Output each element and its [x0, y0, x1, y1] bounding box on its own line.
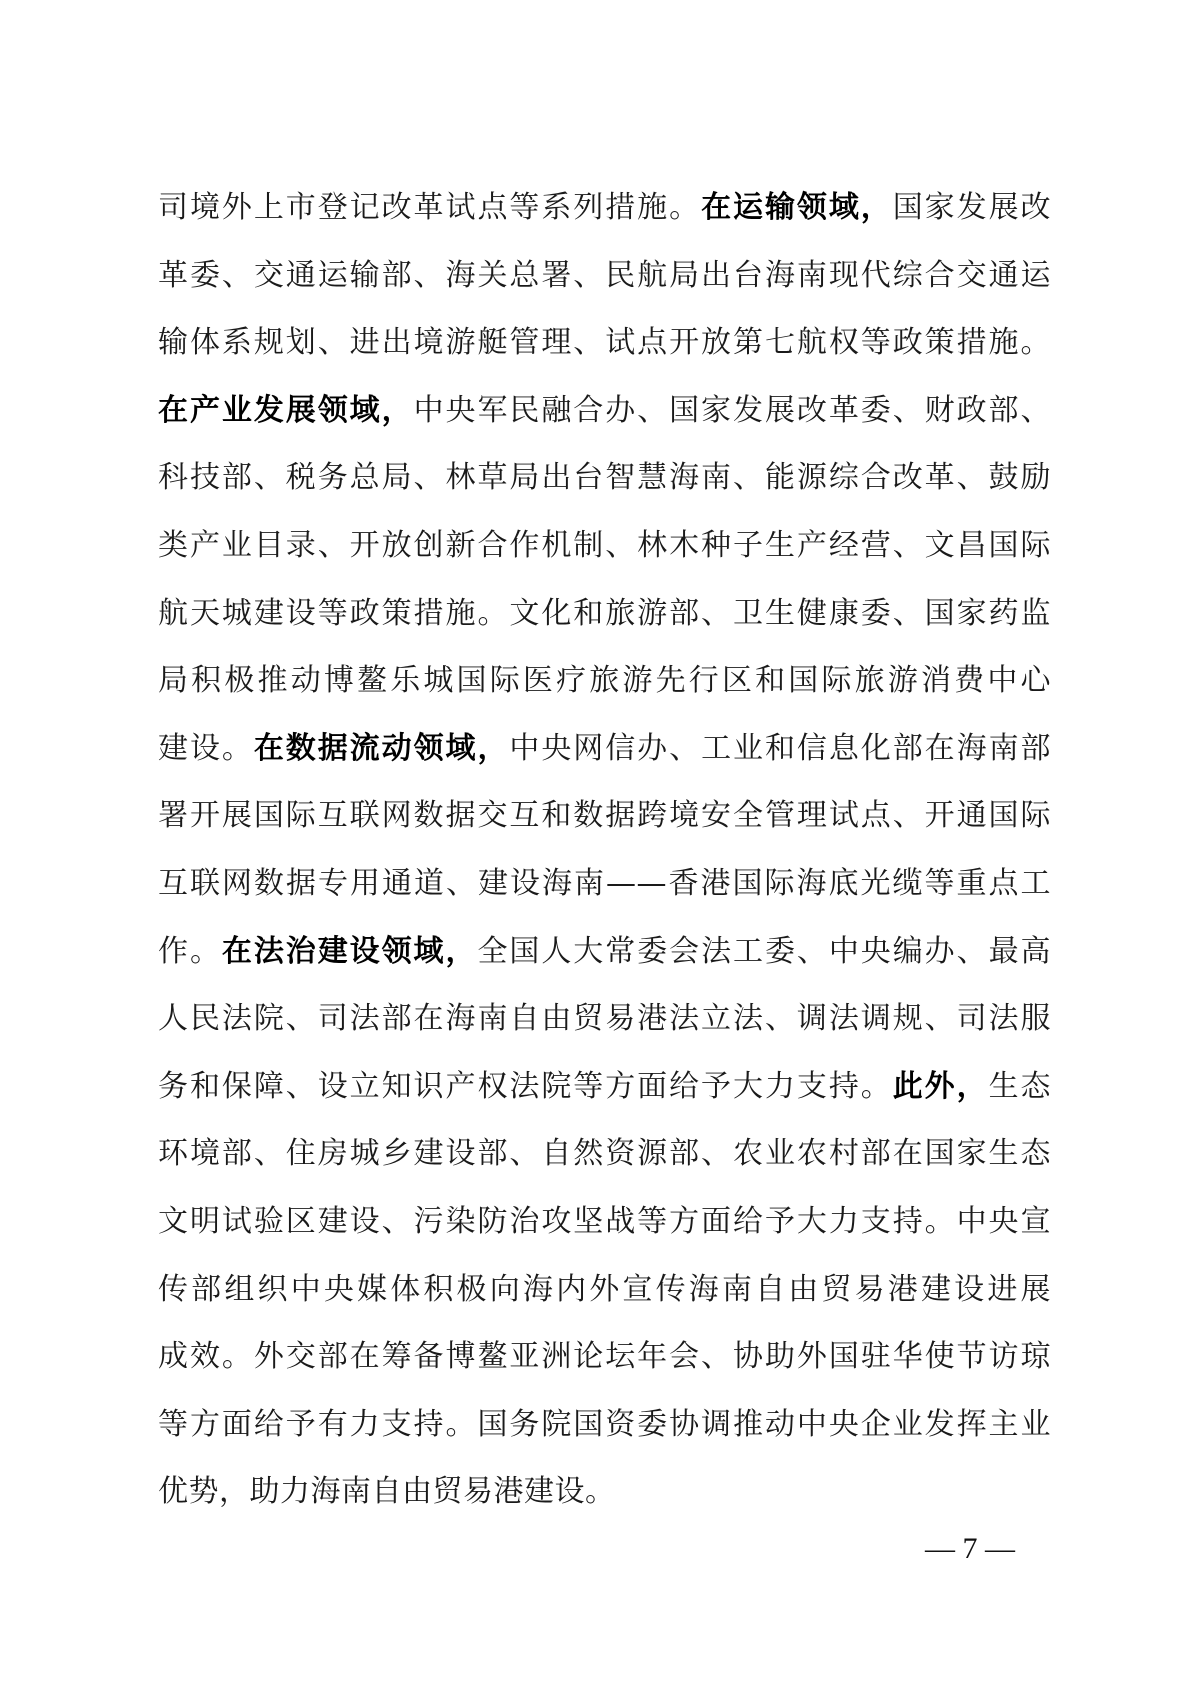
text-line	[158, 927, 1051, 995]
text-segment: 环境部、住房城乡建设部、自然资源部、农业农村部在国家生态	[158, 1136, 1051, 1172]
text-segment: 文明试验区建设、污染防治攻坚战等方面给予大力支持。中央宣	[158, 1203, 1051, 1239]
text-segment: 革委、交通运输部、海关总署、民航局出台海南现代综合交通运	[158, 257, 1051, 293]
text-segment: 中央军民融合办、国家发展改革委、财政部、	[413, 392, 1052, 428]
text-line	[158, 656, 1051, 724]
bold-heading-phrase: 此外，	[892, 1068, 989, 1104]
text-line	[158, 251, 1051, 319]
text-segment: 互联网数据专用通道、建设海南——香港国际海底光缆等重点工	[158, 865, 1051, 901]
text-segment: 全国人大常委会法工委、中央编办、最高	[477, 933, 1052, 969]
text-segment: 优势，助力海南自由贸易港建设。	[158, 1474, 616, 1510]
text-segment: 输体系规划、进出境游艇管理、试点开放第七航权等政策措施。	[158, 325, 1051, 361]
text-segment: 国家发展改	[892, 190, 1052, 225]
text-line	[158, 318, 1051, 386]
text-line	[158, 1265, 1051, 1333]
text-line	[158, 1332, 1051, 1400]
text-line	[158, 859, 1051, 927]
text-segment: 成效。外交部在筹备博鳌亚洲论坛年会、协助外国驻华使节访琼	[158, 1339, 1051, 1375]
bold-heading-phrase: 在产业发展领域，	[158, 392, 414, 428]
text-segment: 作。	[158, 933, 222, 969]
text-line	[158, 1400, 1051, 1468]
text-segment: 航天城建设等政策措施。文化和旅游部、卫生健康委、国家药监	[158, 595, 1051, 631]
bold-heading-phrase: 在数据流动领域，	[253, 730, 510, 766]
bold-heading-phrase: 在运输领域，	[701, 190, 893, 225]
text-segment: 中央网信办、工业和信息化部在海南部	[509, 730, 1052, 766]
text-segment: 署开展国际互联网数据交互和数据跨境安全管理试点、开通国际	[158, 798, 1051, 834]
text-line	[158, 1129, 1051, 1197]
text-line	[158, 724, 1051, 792]
body-text	[158, 183, 1051, 1535]
text-line	[158, 1467, 1051, 1535]
text-line	[158, 1197, 1051, 1265]
text-segment: 科技部、税务总局、林草局出台智慧海南、能源综合改革、鼓励	[158, 460, 1051, 496]
text-segment: 生态	[988, 1068, 1052, 1104]
text-segment: 传部组织中央媒体积极向海内外宣传海南自由贸易港建设进展	[158, 1271, 1051, 1307]
page-number: — 7 —	[925, 1532, 1015, 1565]
text-line	[158, 453, 1051, 521]
text-segment: 等方面给予有力支持。国务院国资委协调推动中央企业发挥主业	[158, 1406, 1051, 1442]
text-line	[158, 791, 1051, 859]
text-line	[158, 589, 1051, 657]
text-segment: 局积极推动博鳌乐城国际医疗旅游先行区和国际旅游消费中心	[158, 663, 1051, 699]
text-segment: 建设。	[158, 730, 254, 766]
text-line	[158, 386, 1051, 454]
text-segment: 类产业目录、开放创新合作机制、林木种子生产经营、文昌国际	[158, 527, 1051, 563]
text-segment: 司境外上市登记改革试点等系列措施。	[158, 190, 702, 225]
text-line	[158, 183, 1051, 251]
text-segment: 务和保障、设立知识产权法院等方面给予大力支持。	[158, 1068, 893, 1104]
text-line	[158, 1062, 1051, 1130]
text-line	[158, 994, 1051, 1062]
text-line	[158, 521, 1051, 589]
bold-heading-phrase: 在法治建设领域，	[221, 933, 478, 969]
text-segment: 人民法院、司法部在海南自由贸易港法立法、调法调规、司法服	[158, 1001, 1051, 1037]
